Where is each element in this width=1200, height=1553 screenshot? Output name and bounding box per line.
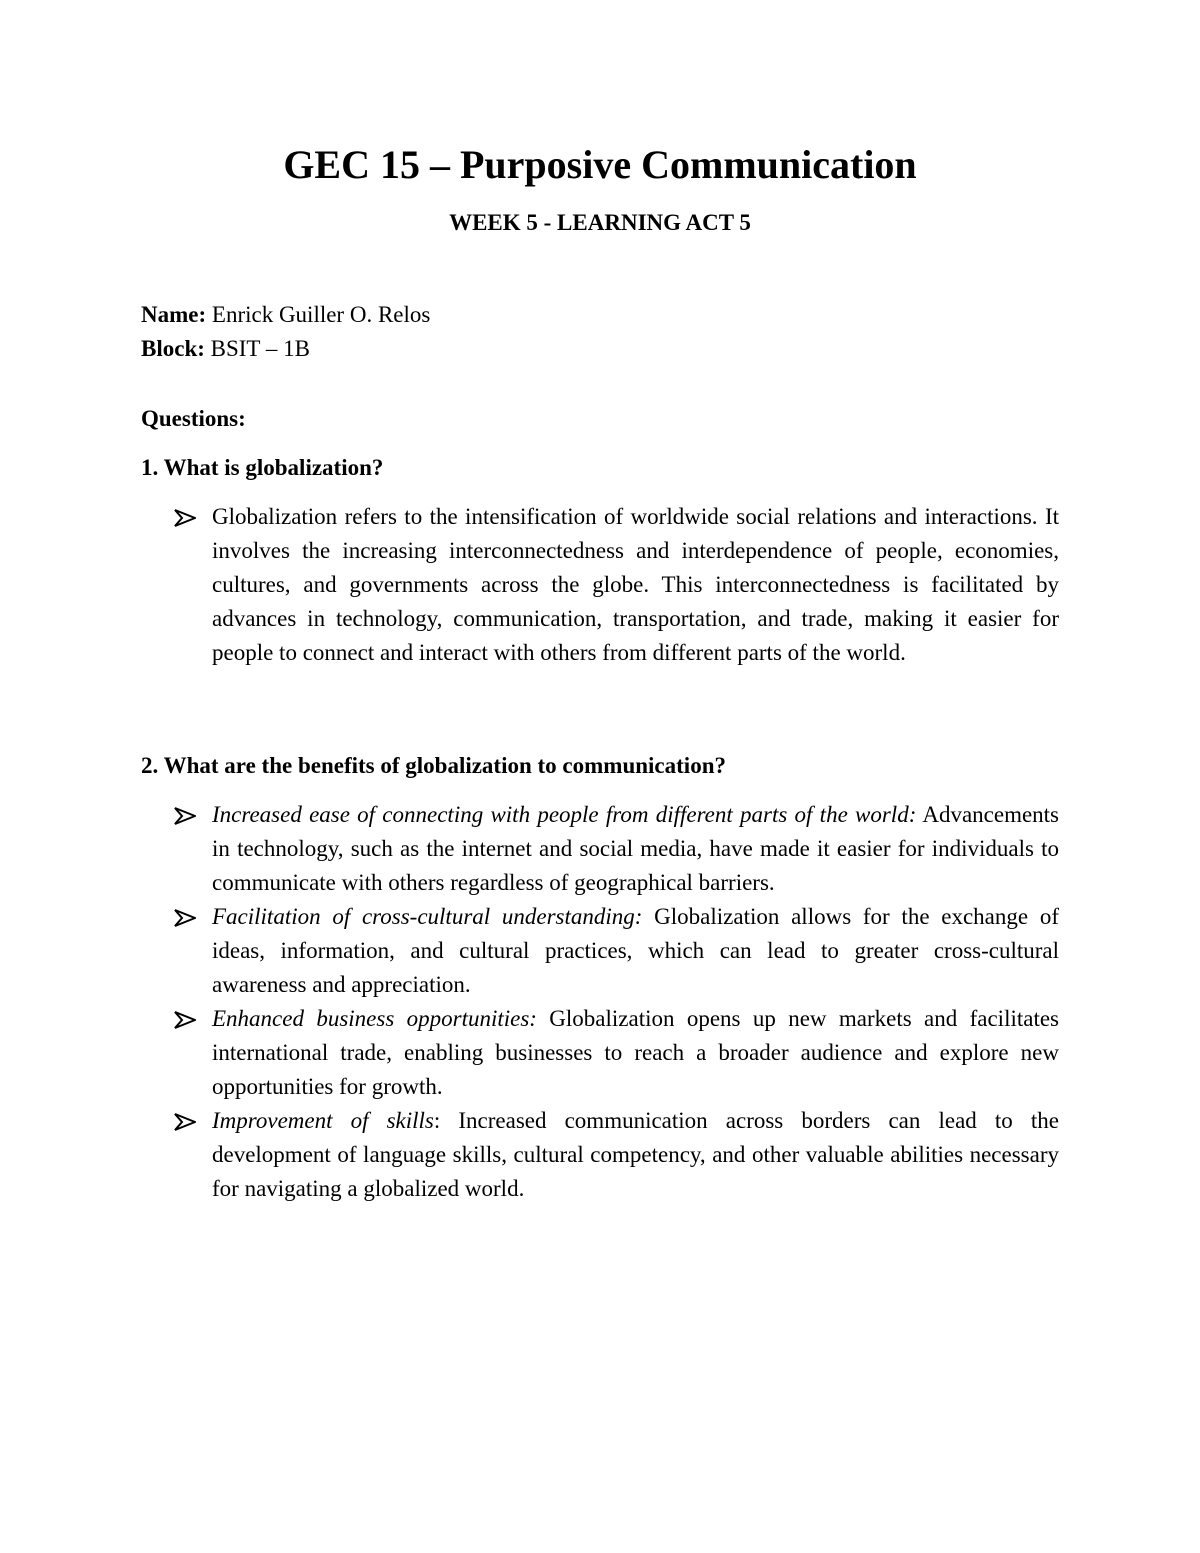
list-item — [141, 1002, 1059, 1104]
arrowhead-bullet-icon — [174, 909, 196, 927]
questions-label: Questions: — [141, 406, 246, 431]
bullet-text: : Increased communication across borders can lead to the development of language skills, cultural competency, and other valuable abilities necessary for navigating a globalized world. — [212, 1108, 1059, 1201]
bullet-text: Globalization refers to the intensification of worldwide social relations and interactions. It involves the increasing interconnectedness and interdependence of people, economies, cultures, and governments across the globe. This interconnectedness is facilitated by advances in technology, communication, transportation, and trade, making it easier for people to connect and interact with others from different parts of the world. — [212, 504, 1059, 665]
bullet-text: Globalization allows for the exchange of ideas, information, and cultural practices, which can lead to greater cross-cultural awareness and appreciation. — [212, 904, 1059, 997]
list-item — [141, 1104, 1059, 1206]
list-item — [141, 900, 1059, 1002]
bullet-lead: Increased ease of connecting with people from different parts of the world: — [212, 802, 917, 827]
name-line — [141, 298, 430, 332]
question-2-heading: 2. What are the benefits of globalization to communication? — [141, 753, 726, 778]
question-1-heading: 1. What is globalization? — [141, 455, 384, 480]
bullet-text: Advancements in technology, such as the internet and social media, have made it easier for individuals to communicate with others regardless of geographical barriers. — [212, 802, 1060, 895]
arrowhead-bullet-icon — [174, 1011, 196, 1029]
bullet-lead: Enhanced business opportunities: — [212, 1006, 537, 1031]
arrowhead-bullet-icon — [174, 807, 196, 825]
arrowhead-bullet-icon — [174, 1113, 196, 1131]
bullet-lead: Improvement of skills — [212, 1108, 434, 1133]
block-label: Block: — [141, 336, 205, 361]
bullet-lead: Facilitation of cross-cultural understanding: — [212, 904, 643, 929]
block-value: BSIT – 1B — [210, 336, 310, 361]
arrowhead-bullet-icon — [174, 509, 196, 527]
list-item — [141, 798, 1059, 900]
bullet-text: Globalization opens up new markets and facilitates international trade, enabling businesses to reach a broader audience and explore new opportunities for growth. — [212, 1006, 1059, 1099]
document-title: GEC 15 – Purposive Communication — [283, 142, 917, 187]
list-item — [141, 500, 1059, 670]
name-value: Enrick Guiller O. Relos — [211, 302, 431, 327]
question-1-answers — [141, 500, 1059, 670]
document-subtitle: WEEK 5 - LEARNING ACT 5 — [449, 210, 751, 235]
name-label: Name: — [141, 302, 207, 327]
question-2-answers — [141, 798, 1059, 1206]
block-line — [141, 332, 310, 366]
